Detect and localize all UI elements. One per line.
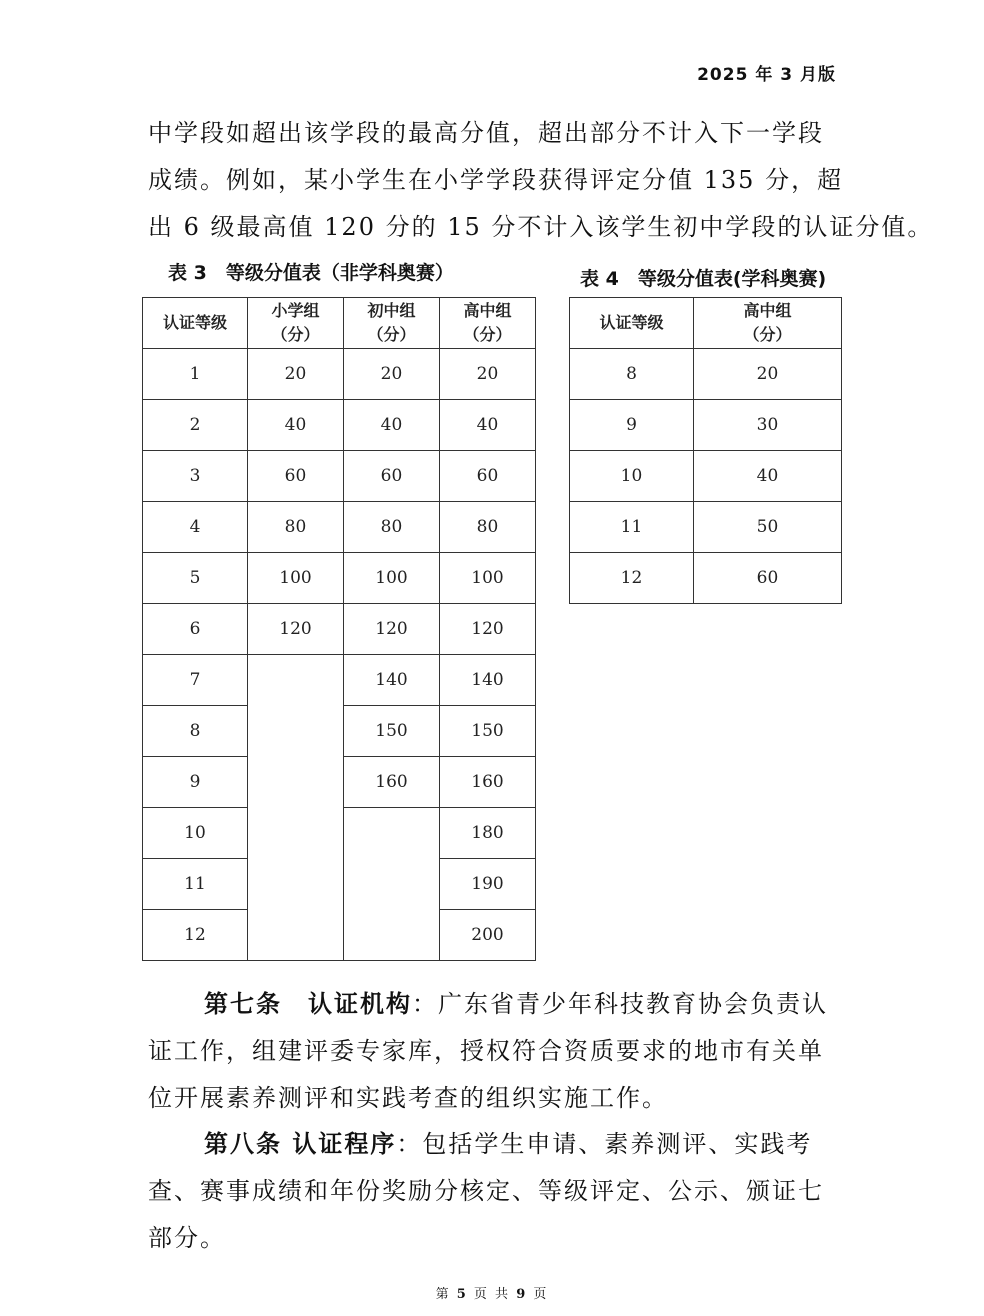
cell-level: 8 — [143, 706, 248, 757]
intro-line: 成绩。例如，某小学生在小学学段获得评定分值 135 分，超 — [148, 166, 844, 194]
cell-high: 180 — [440, 808, 536, 859]
article-7-title: 第七条 认证机构 — [204, 989, 412, 1018]
article-8-line: 查、赛事成绩和年份奖励分核定、等级评定、公示、颁证七 — [148, 1177, 824, 1205]
cell-primary: 40 — [248, 400, 344, 451]
cell-level: 9 — [143, 757, 248, 808]
cell-level: 7 — [143, 655, 248, 706]
article-7-paragraph — [148, 980, 848, 1122]
article-7-text: ：广东省青少年科技教育协会负责认 — [412, 990, 828, 1018]
cell-level: 12 — [570, 553, 694, 604]
cell-level: 3 — [143, 451, 248, 502]
cell-level: 10 — [570, 451, 694, 502]
cell-high: 20 — [694, 349, 842, 400]
cell-high: 50 — [694, 502, 842, 553]
cell-level: 12 — [143, 910, 248, 961]
cell-high: 60 — [694, 553, 842, 604]
cell-high: 140 — [440, 655, 536, 706]
cell-level: 4 — [143, 502, 248, 553]
footer-page-number: 5 — [456, 1287, 468, 1302]
header-high — [440, 298, 536, 349]
table-row — [570, 349, 842, 400]
table-3-caption: 表 3 等级分值表（非学科奥赛） — [168, 262, 454, 284]
article-8-line: 部分。 — [148, 1224, 226, 1252]
article-8-line — [148, 1120, 848, 1168]
cell-level: 10 — [143, 808, 248, 859]
header-high-unit: （分） — [463, 325, 512, 344]
header-middle-label: 初中组 — [367, 301, 416, 320]
article-8-paragraph — [148, 1120, 848, 1262]
table-header-row — [570, 298, 842, 349]
article-7-line: 位开展素养测评和实践考查的组织实施工作。 — [148, 1084, 668, 1112]
cell-high: 200 — [440, 910, 536, 961]
footer-suffix: 页 — [533, 1287, 549, 1302]
grade-score-table-olympiad — [569, 297, 842, 604]
header-primary — [248, 298, 344, 349]
cell-primary: 80 — [248, 502, 344, 553]
cell-level: 2 — [143, 400, 248, 451]
intro-line: 中学段如超出该学段的最高分值，超出部分不计入下一学段 — [148, 119, 824, 147]
cell-high: 30 — [694, 400, 842, 451]
cell-level: 1 — [143, 349, 248, 400]
cell-middle: 140 — [344, 655, 440, 706]
cell-level: 5 — [143, 553, 248, 604]
table-row — [143, 604, 536, 655]
header-high — [694, 298, 842, 349]
cell-primary: 60 — [248, 451, 344, 502]
cell-primary-empty — [248, 655, 344, 961]
header-primary-label: 小学组 — [271, 301, 320, 320]
cell-primary: 120 — [248, 604, 344, 655]
table-row — [143, 655, 536, 706]
grade-score-table-non-olympiad — [142, 297, 536, 961]
table-row — [143, 400, 536, 451]
article-8-text: ：包括学生申请、素养测评、实践考 — [396, 1130, 813, 1158]
cell-high: 150 — [440, 706, 536, 757]
footer-total-pages: 9 — [516, 1287, 528, 1302]
cell-primary: 20 — [248, 349, 344, 400]
header-primary-unit: （分） — [271, 325, 320, 344]
intro-line: 出 6 级最高值 120 分的 15 分不计入该学生初中学段的认证分值。 — [148, 213, 934, 241]
cell-level: 11 — [143, 859, 248, 910]
document-version: 2025 年 3 月版 — [697, 65, 836, 85]
footer-prefix: 第 — [435, 1287, 451, 1302]
cell-primary: 100 — [248, 553, 344, 604]
page-footer — [0, 1283, 984, 1302]
table-row — [570, 451, 842, 502]
header-high-label: 高中组 — [463, 301, 512, 320]
header-high-label: 高中组 — [743, 301, 792, 320]
cell-middle-empty — [344, 808, 440, 961]
cell-high: 160 — [440, 757, 536, 808]
cell-high: 120 — [440, 604, 536, 655]
table-row — [570, 502, 842, 553]
table-row — [143, 349, 536, 400]
cell-level: 11 — [570, 502, 694, 553]
table-header-row — [143, 298, 536, 349]
cell-high: 80 — [440, 502, 536, 553]
header-middle — [344, 298, 440, 349]
table-row — [570, 400, 842, 451]
cell-high: 40 — [694, 451, 842, 502]
cell-high: 100 — [440, 553, 536, 604]
cell-middle: 20 — [344, 349, 440, 400]
table-row — [143, 451, 536, 502]
cell-high: 60 — [440, 451, 536, 502]
cell-high: 20 — [440, 349, 536, 400]
cell-middle: 80 — [344, 502, 440, 553]
header-level: 认证等级 — [143, 298, 248, 349]
header-level: 认证等级 — [570, 298, 694, 349]
article-7-line — [148, 980, 848, 1028]
footer-middle: 页 共 — [473, 1287, 511, 1302]
table-row — [570, 553, 842, 604]
table-row — [143, 502, 536, 553]
header-middle-unit: （分） — [367, 325, 416, 344]
cell-level: 6 — [143, 604, 248, 655]
cell-middle: 60 — [344, 451, 440, 502]
cell-middle: 100 — [344, 553, 440, 604]
intro-paragraph — [148, 110, 934, 251]
table-row — [143, 553, 536, 604]
article-8-title: 第八条 认证程序 — [204, 1129, 397, 1158]
cell-level: 9 — [570, 400, 694, 451]
article-7-line: 证工作，组建评委专家库，授权符合资质要求的地市有关单 — [148, 1037, 824, 1065]
cell-level: 8 — [570, 349, 694, 400]
cell-middle: 160 — [344, 757, 440, 808]
cell-middle: 40 — [344, 400, 440, 451]
cell-high: 190 — [440, 859, 536, 910]
cell-middle: 120 — [344, 604, 440, 655]
cell-middle: 150 — [344, 706, 440, 757]
table-4-caption: 表 4 等级分值表(学科奥赛) — [580, 268, 827, 290]
header-high-unit: （分） — [743, 325, 792, 344]
cell-high: 40 — [440, 400, 536, 451]
